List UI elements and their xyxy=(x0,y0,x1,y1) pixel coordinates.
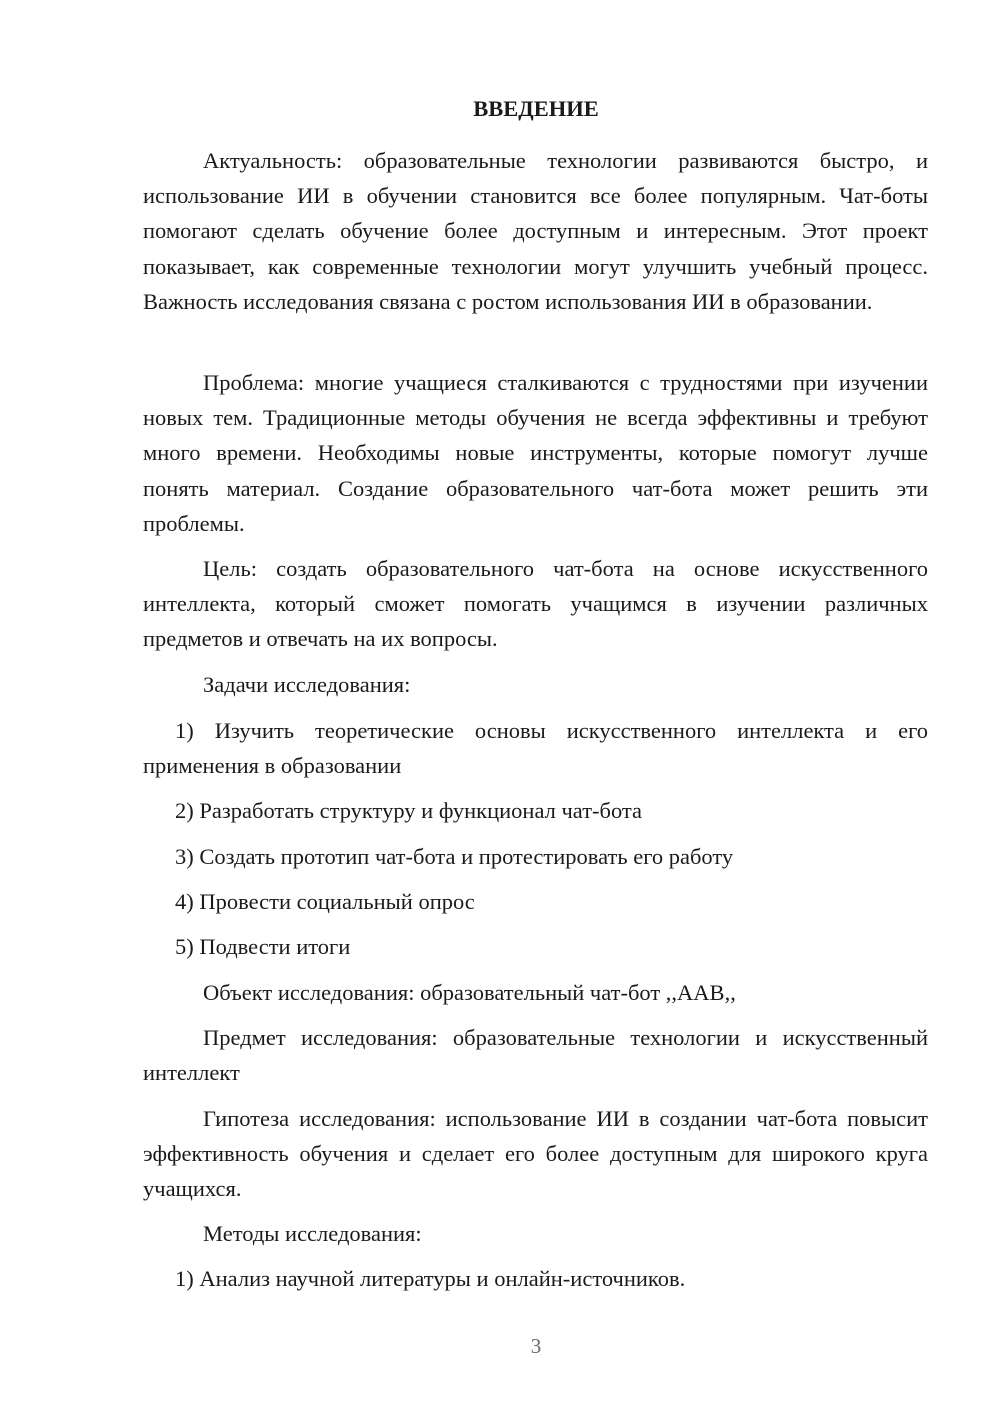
method-item-1: 1) Анализ научной литературы и онлайн-источников. xyxy=(175,1266,686,1291)
task-item-3: 3) Создать прототип чат-бота и протестировать его работу xyxy=(175,844,734,869)
task-item-1: 1) Изучить теоретические основы искусственного интеллекта и его применения в образовании xyxy=(143,718,928,779)
paragraph-subject: Предмет исследования: образовательные технологии и искусственный интеллект xyxy=(143,1025,928,1086)
task-item-2: 2) Разработать структуру и функционал чат-бота xyxy=(175,798,643,823)
task-item-4: 4) Провести социальный опрос xyxy=(175,889,475,914)
tasks-heading: Задачи исследования: xyxy=(203,672,411,697)
page-number: 3 xyxy=(530,1334,542,1358)
paragraph-object: Объект исследования: образовательный чат-бот ,,ААВ,, xyxy=(203,980,736,1005)
paragraph-relevance: Актуальность: образовательные технологии развиваются быстро, и использование ИИ в обучении становится все более популярным. Чат-боты помогают сделать обучение более доступным и интересным. Этот проект показывает, как современные технологии могут улучшить учебный процесс. Важность исследования связана с ростом использования ИИ в образовании. xyxy=(143,148,928,314)
task-item-5: 5) Подвести итоги xyxy=(175,934,351,959)
section-title: ВВЕДЕНИЕ xyxy=(473,96,599,121)
methods-heading: Методы исследования: xyxy=(203,1221,422,1246)
paragraph-hypothesis: Гипотеза исследования: использование ИИ в создании чат-бота повысит эффективность обучения и сделает его более доступным для широкого круга учащихся. xyxy=(143,1106,928,1202)
paragraph-problem: Проблема: многие учащиеся сталкиваются с трудностями при изучении новых тем. Традиционные методы обучения не всегда эффективны и требуют много времени. Необходимы новые инструменты, которые помогут лучше понять материал. Создание образовательного чат-бота может решить эти проблемы. xyxy=(143,370,928,536)
paragraph-goal: Цель: создать образовательного чат-бота на основе искусственного интеллекта, который сможет помогать учащимся в изучении различных предметов и отвечать на их вопросы. xyxy=(143,556,928,652)
